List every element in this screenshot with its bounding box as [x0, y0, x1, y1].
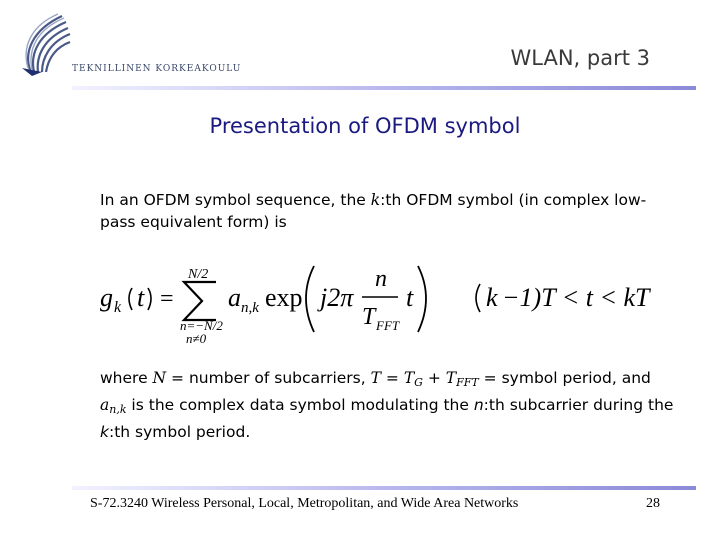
eq-lhs-fn: g	[100, 283, 113, 312]
eq-j2pi: j2π	[320, 283, 354, 312]
where-var-T: T	[370, 369, 381, 387]
eq-lparen-1	[129, 288, 132, 310]
eq-cond-k: k	[486, 283, 498, 312]
eq-lparen-big	[306, 266, 314, 332]
eq-coef-sub: n,k	[241, 300, 259, 316]
intro-var-k: k	[370, 191, 381, 209]
eq-lhs-arg: t	[137, 283, 145, 312]
where-var-a: a	[100, 396, 110, 414]
eq-sum-sigma	[184, 282, 216, 320]
lecture-title: WLAN, part 3	[510, 46, 650, 70]
where-text-7: :th subcarrier during the	[483, 396, 674, 414]
where-var-a-sub: n,k	[109, 403, 127, 416]
eq-sum-lower-2: n≠0	[186, 331, 207, 346]
where-text-3: =	[380, 369, 404, 387]
institution-name: TEKNILLINEN KORKEAKOULU	[72, 64, 242, 74]
page-number: 28	[646, 496, 660, 511]
footer-divider	[72, 486, 696, 490]
university-logo-icon	[18, 12, 78, 78]
where-text-5: = symbol period, and	[478, 369, 651, 387]
eq-sum-lower-1: n=−N/2	[180, 318, 223, 333]
intro-text-2: :th OFDM symbol (in complex low-pass equivalent form) is	[100, 191, 647, 231]
eq-frac-num: n	[375, 266, 387, 292]
where-text-2: = number of subcarriers,	[166, 369, 371, 387]
where-text-1: where	[100, 369, 153, 387]
intro-text-1: In an OFDM symbol sequence, the	[100, 191, 371, 209]
eq-rparen-big	[418, 266, 426, 332]
where-paragraph	[100, 367, 680, 443]
where-var-TFFT-sub: FFT	[456, 376, 479, 389]
footer-course: S-72.3240 Wireless Personal, Local, Metropolitan, and Wide Area Networks	[90, 496, 519, 511]
intro-paragraph	[100, 189, 660, 233]
where-text-8: :th symbol period.	[108, 423, 251, 441]
where-text-6: is the complex data symbol modulating the	[126, 396, 474, 414]
header-divider	[72, 86, 696, 90]
eq-cond-lparen	[476, 284, 480, 312]
eq-frac-den-sub: FFT	[376, 318, 400, 333]
eq-equals: =	[160, 286, 174, 312]
where-text-4: +	[422, 369, 446, 387]
where-var-N: N	[152, 369, 167, 387]
eq-rparen-1	[148, 288, 151, 310]
slide-title: Presentation of OFDM symbol	[209, 114, 521, 138]
eq-exp: exp	[265, 283, 303, 312]
where-var-TG: T	[403, 369, 415, 387]
eq-sum-upper: N/2	[188, 267, 209, 282]
where-var-TG-sub: G	[414, 376, 423, 389]
eq-coef: a	[228, 283, 241, 312]
eq-cond-rest: −1)T < t < kT	[502, 283, 650, 312]
eq-t: t	[406, 283, 414, 312]
eq-frac-den: T	[362, 304, 376, 330]
eq-lhs-sub: k	[114, 299, 122, 316]
where-var-TFFT: T	[445, 369, 457, 387]
where-var-n: n	[473, 396, 484, 414]
ofdm-symbol-equation	[100, 252, 660, 347]
where-var-k: k	[100, 423, 109, 441]
